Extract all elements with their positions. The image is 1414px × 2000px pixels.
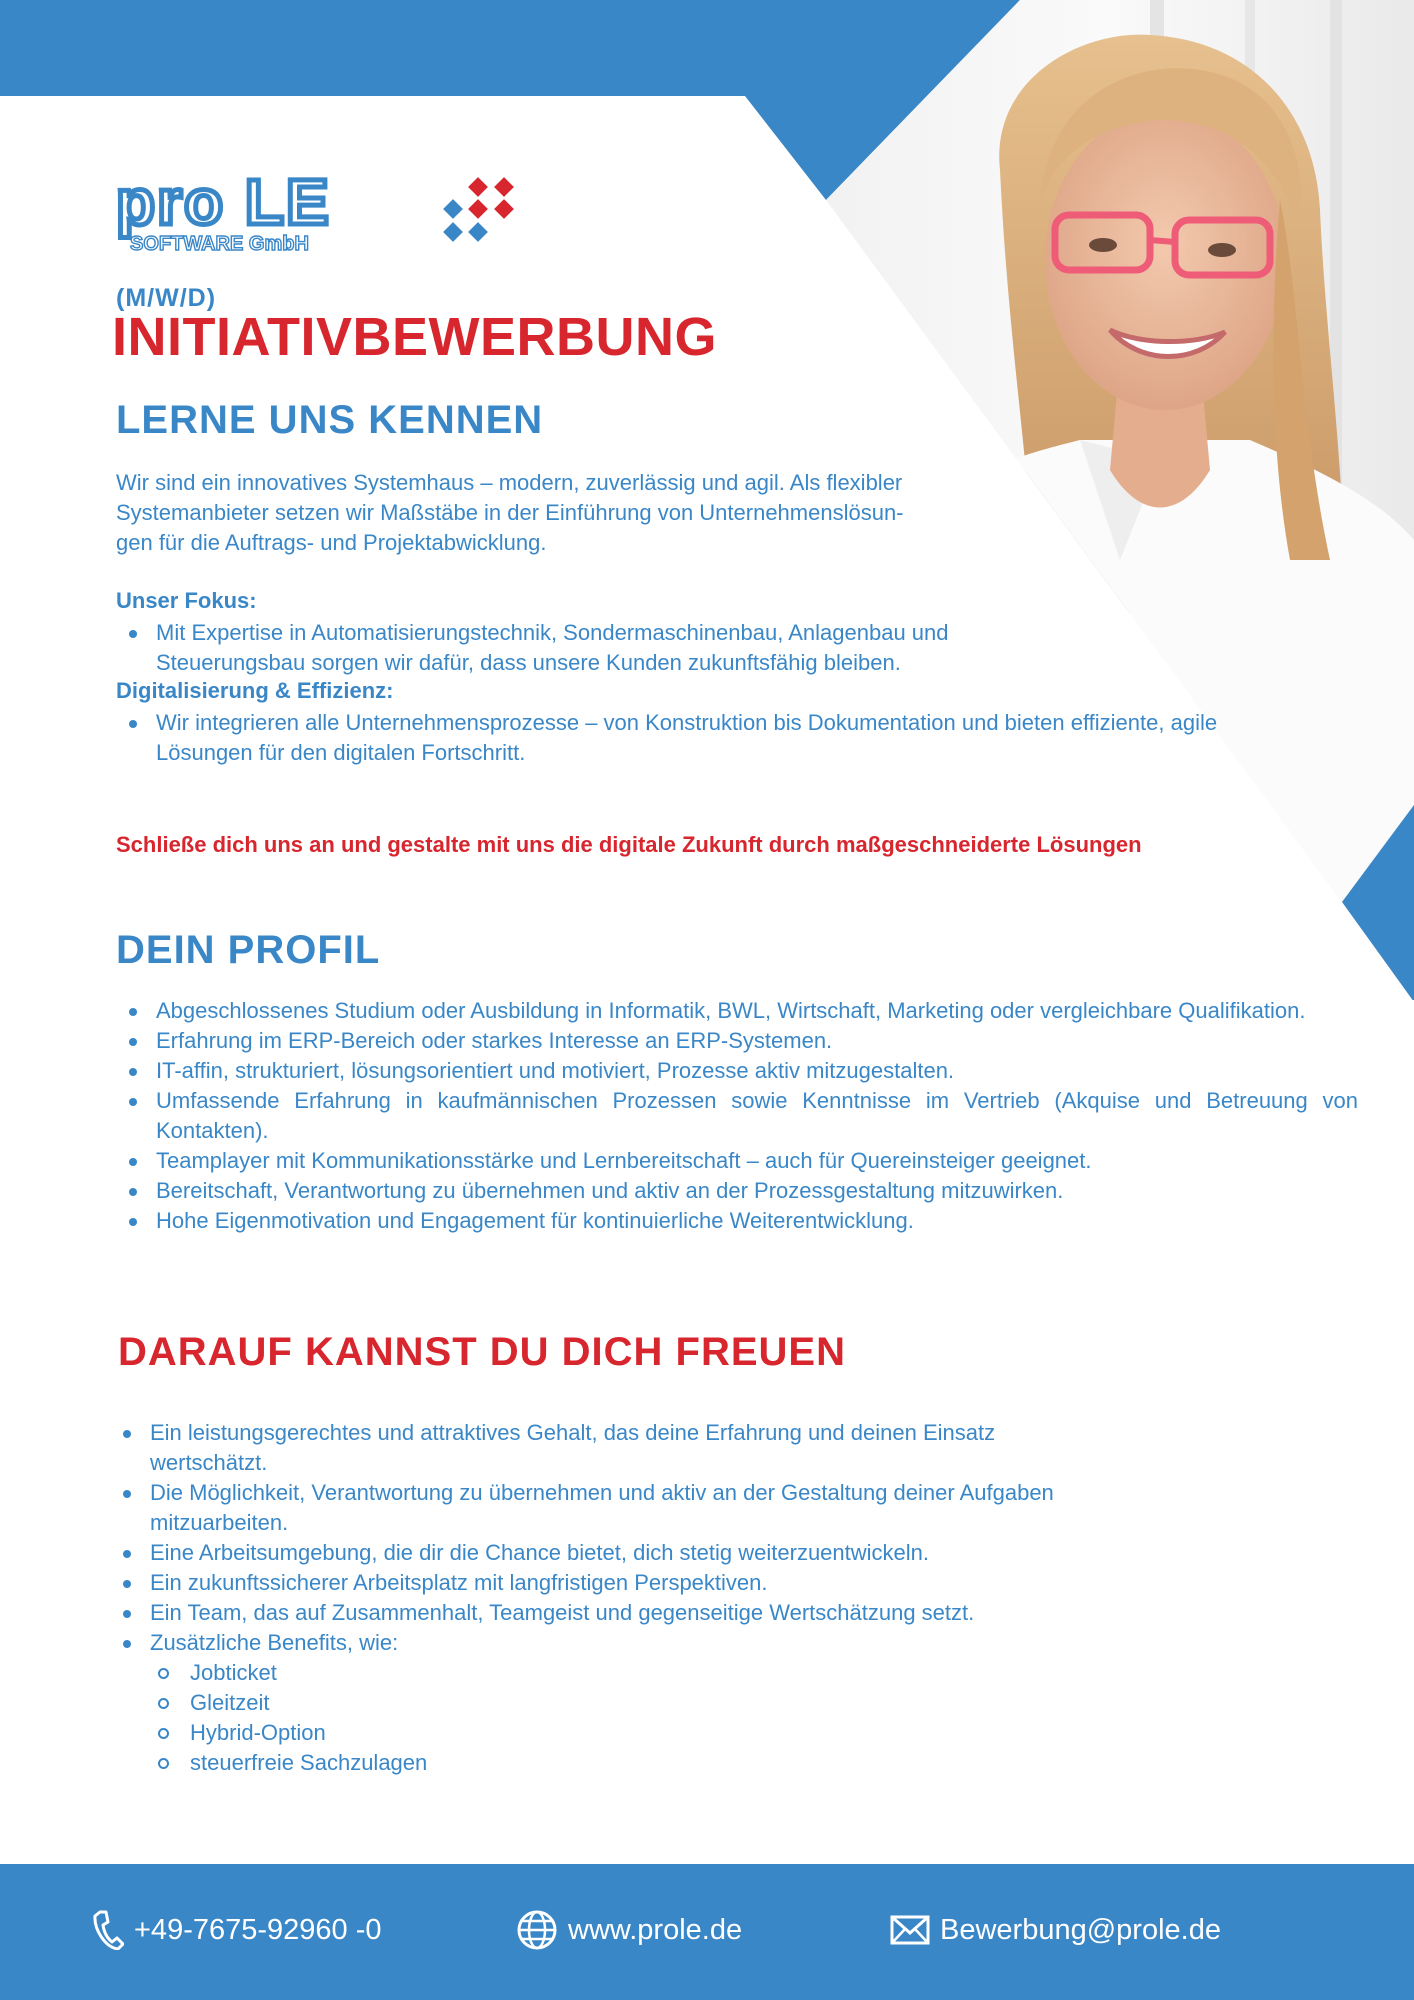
list-item: Die Möglichkeit, Verantwortung zu übernehmen und aktiv an der Gestaltung deiner Aufgaben mitzuarbeiten. <box>110 1478 1110 1538</box>
company-logo <box>116 174 526 260</box>
page-title: INITIATIVBEWERBUNG <box>112 307 717 367</box>
fokus-list <box>116 618 1076 678</box>
list-item: Zusätzliche Benefits, wie: <box>110 1628 1110 1658</box>
sub-list-item: Jobticket <box>110 1658 1110 1688</box>
gender-note: (M/W/D) <box>116 284 217 312</box>
sub-list-item: Gleitzeit <box>110 1688 1110 1718</box>
list-item: Ein leistungsgerechtes und attraktives Gehalt, das deine Erfahrung und deinen Einsatz wertschätzt. <box>110 1418 1110 1478</box>
list-item: Eine Arbeitsumgebung, die dir die Chance bietet, dich stetig weiterzuentwickeln. <box>110 1538 1110 1568</box>
list-item: Bereitschaft, Verantwortung zu übernehmen und aktiv an der Prozessgestaltung mitzuwirken. <box>116 1176 1358 1206</box>
list-item: Erfahrung im ERP-Bereich oder starkes Interesse an ERP-Systemen. <box>116 1026 1358 1056</box>
logo-sub-text: SOFTWARE GmbH <box>130 233 309 255</box>
sub-list-item: steuerfreie Sachzulagen <box>110 1748 1110 1778</box>
sub-list-container <box>110 1658 1110 1778</box>
footer-phone[interactable] <box>92 1908 382 1952</box>
phone-icon <box>92 1910 124 1950</box>
mail-icon <box>890 1915 930 1945</box>
list-item: Mit Expertise in Automatisierungstechnik, Sondermaschinenbau, Anlagenbau und Steuerungsbau sorgen wir dafür, dass unsere Kunden zukunftsfähig bleiben. <box>116 618 1076 678</box>
sub-benefits-list <box>110 1658 1110 1778</box>
section-heading-kennen: LERNE UNS KENNEN <box>116 398 544 442</box>
footer-website-link[interactable] <box>516 1908 742 1952</box>
mail-address: Bewerbung@prole.de <box>940 1913 1221 1946</box>
list-item: Umfassende Erfahrung in kaufmännischen Prozessen sowie Kenntnisse im Vertrieb (Akquise und Betreuung von Kontakten). <box>116 1086 1358 1146</box>
phone-number: +49-7675-92960 -0 <box>134 1913 382 1946</box>
footer-mail-link[interactable] <box>890 1908 1221 1952</box>
tagline: Schließe dich uns an und gestalte mit uns die digitale Zukunft durch maßgeschneiderte Lösungen <box>116 832 1142 857</box>
website-url: www.prole.de <box>568 1913 743 1946</box>
footer <box>0 1864 1414 2000</box>
fokus-label: Unser Fokus: <box>116 588 257 613</box>
globe-icon <box>516 1909 558 1951</box>
intro-line: Systemanbieter setzen wir Maßstäbe in der Einführung von Unternehmenslösun- <box>116 500 904 525</box>
list-item: Teamplayer mit Kommunikationsstärke und Lernbereitschaft – auch für Quereinsteiger geeignet. <box>116 1146 1358 1176</box>
list-item: Ein zukunftssicherer Arbeitsplatz mit langfristigen Perspektiven. <box>110 1568 1110 1598</box>
list-item: IT-affin, strukturiert, lösungsorientiert und motiviert, Prozesse aktiv mitzugestalten. <box>116 1056 1358 1086</box>
list-item: Wir integrieren alle Unternehmensprozesse – von Konstruktion bis Dokumentation und bieten effiziente, agile Lösungen für den digitalen Fortschritt. <box>116 708 1226 768</box>
profil-list <box>116 996 1358 1236</box>
logo-diamonds-icon <box>443 177 514 242</box>
list-item: Abgeschlossenes Studium oder Ausbildung in Informatik, BWL, Wirtschaft, Marketing oder vergleichbare Qualifikation. <box>116 996 1358 1026</box>
list-item: Ein Team, das auf Zusammenhalt, Teamgeist und gegenseitige Wertschätzung setzt. <box>110 1598 1110 1628</box>
logo-main-text: pro LE <box>116 174 331 238</box>
intro-paragraph <box>116 468 1026 558</box>
benefits-list <box>110 1418 1110 1778</box>
digitalisierung-label: Digitalisierung & Effizienz: <box>116 678 394 703</box>
intro-line: gen für die Auftrags- und Projektabwicklung. <box>116 530 547 555</box>
intro-line: Wir sind ein innovatives Systemhaus – modern, zuverlässig und agil. Als flexibler <box>116 470 903 495</box>
section-heading-freuen: DARAUF KANNST DU DICH FREUEN <box>118 1330 846 1374</box>
digitalisierung-list <box>116 708 1226 768</box>
sub-list-item: Hybrid-Option <box>110 1718 1110 1748</box>
list-item: Hohe Eigenmotivation und Engagement für kontinuierliche Weiterentwicklung. <box>116 1206 1358 1236</box>
section-heading-profil: DEIN PROFIL <box>116 928 381 972</box>
